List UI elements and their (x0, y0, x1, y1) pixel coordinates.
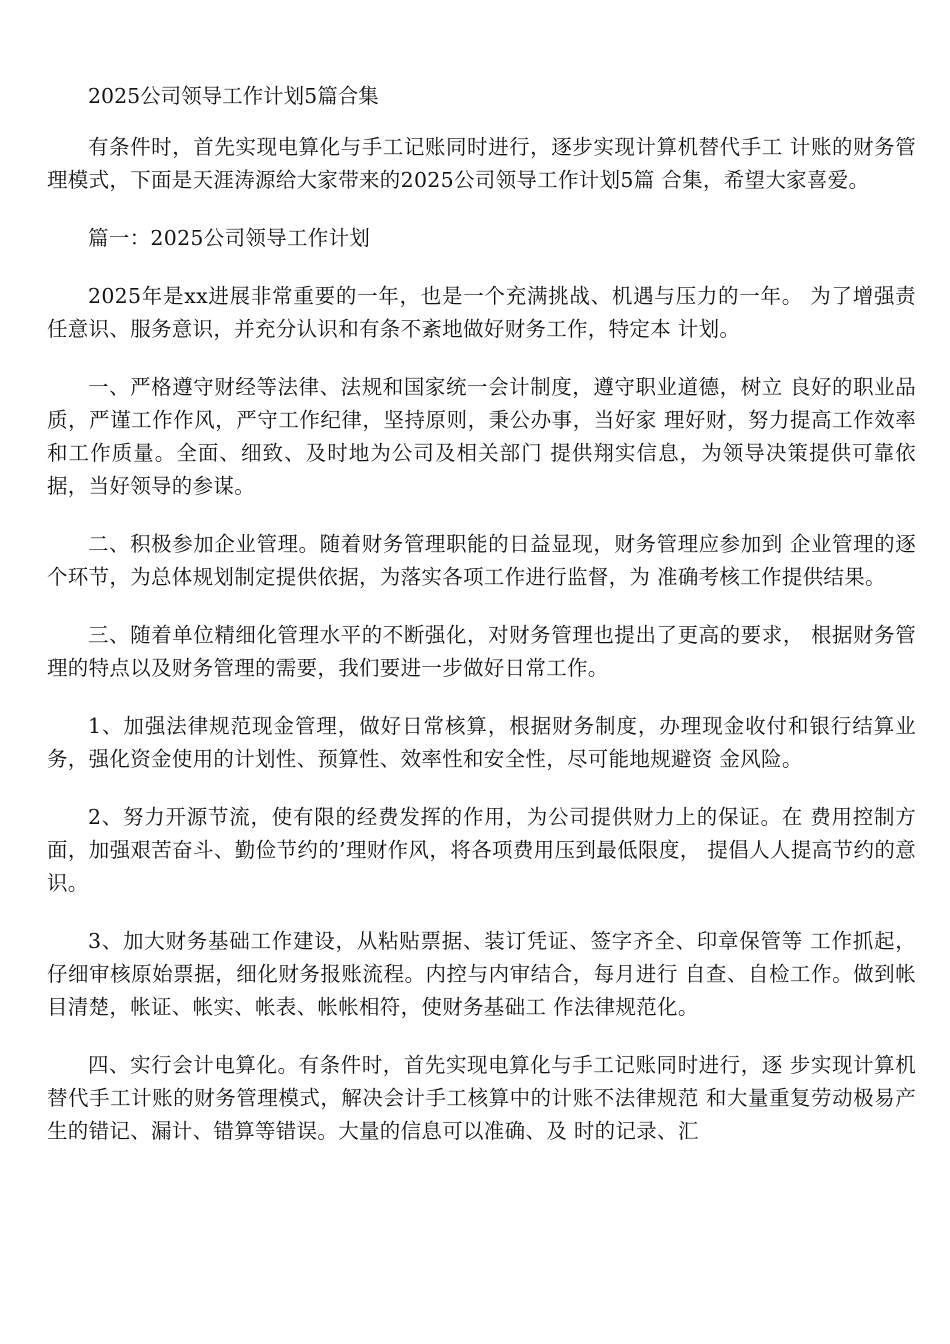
body-paragraph: 三、随着单位精细化管理水平的不断强化，对财务管理也提出了更高的要求， 根据财务管理的特点以及财务管理的需要，我们要进一步做好日常工作。 (47, 623, 916, 680)
body-paragraph: 3、加大财务基础工作建设，从粘贴票据、装订凭证、签字齐全、印章保管等 工作抓起，仔细审核原始票据，细化财务报账流程。内控与内审结合，每月进行 自查、自检工作。做到帐目清楚，帐证、帐实、帐表、帐帐相符，使财务基础工 作法律规范化。 (47, 929, 916, 1019)
body-paragraph: 一、严格遵守财经等法律、法规和国家统一会计制度，遵守职业道德，树立 良好的职业品质，严谨工作作风，严守工作纪律，坚持原则，秉公办事，当好家 理好财，努力提高工作效率和工作质量。全面、细致、及时地为公司及相关部门 提供翔实信息，为领导决策提供可靠依据，当好领导的参谋。 (47, 375, 916, 498)
document-title: 2025公司领导工作计划5篇合集 (88, 84, 379, 108)
body-paragraph: 2、努力开源节流，使有限的经费发挥的作用，为公司提供财力上的保证。在 费用控制方面，加强艰苦奋斗、勤俭节约的’理财作风，将各项费用压到最低限度， 提倡人人提高节约的意识。 (47, 805, 916, 895)
body-paragraph: 1、加强法律规范现金管理，做好日常核算，根据财务制度，办理现金收付和银行结算业务，强化资金使用的计划性、预算性、效率性和安全性，尽可能地规避资 金风险。 (47, 714, 916, 771)
intro-paragraph: 有条件时，首先实现电算化与手工记账同时进行，逐步实现计算机替代手工 计账的财务管理模式，下面是天涯涛源给大家带来的2025公司领导工作计划5篇 合集，希望大家喜爱。 (47, 135, 916, 192)
body-paragraph: 2025年是xx进展非常重要的一年，也是一个充满挑战、机遇与压力的一年。 为了增强责任意识、服务意识，并充分认识和有条不紊地做好财务工作，特定本 计划。 (47, 284, 916, 341)
body-paragraph: 二、积极参加企业管理。随着财务管理职能的日益显现，财务管理应参加到 企业管理的逐个环节，为总体规划制定提供依据，为落实各项工作进行监督，为 准确考核工作提供结果。 (47, 532, 916, 589)
body-paragraph: 四、实行会计电算化。有条件时，首先实现电算化与手工记账同时进行，逐 步实现计算机替代手工计账的财务管理模式，解决会计手工核算中的计账不法律规范 和大量重复劳动极易产生的错记、漏计、错算等错误。大量的信息可以准确、及 时的记录、汇 (47, 1053, 916, 1143)
section-heading: 篇一：2025公司领导工作计划 (88, 226, 371, 250)
